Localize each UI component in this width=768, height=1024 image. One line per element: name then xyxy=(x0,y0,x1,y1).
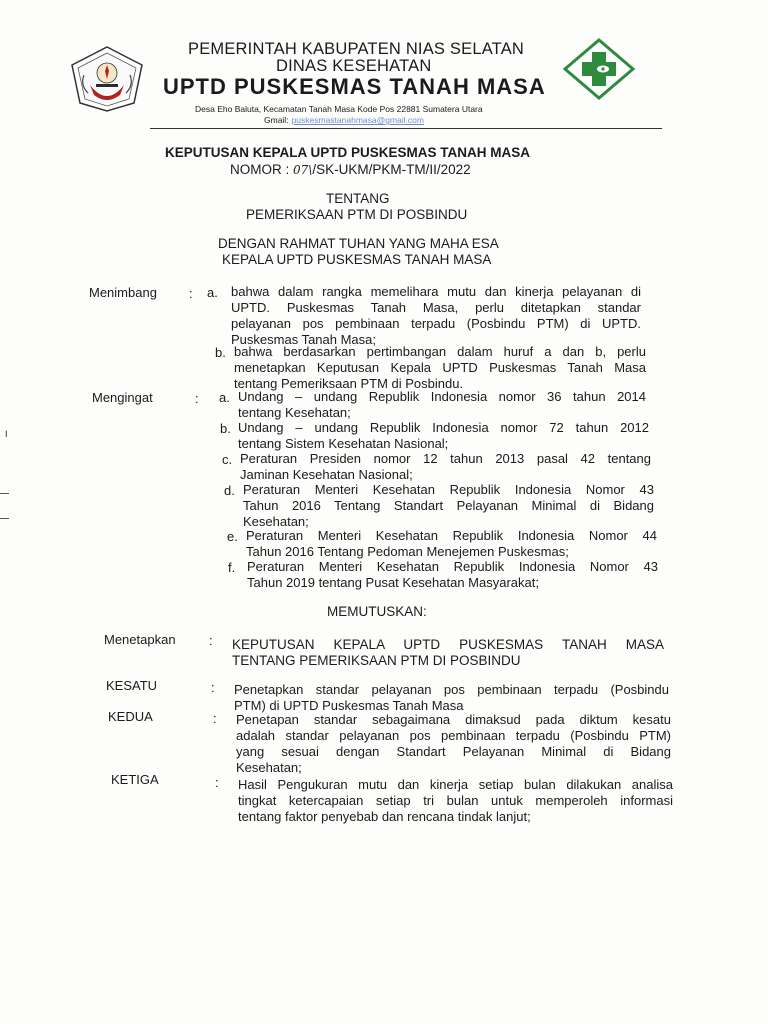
diktum-kesatu-label: KESATU xyxy=(106,678,158,693)
menimbang-label: Menimbang xyxy=(89,285,157,300)
diktum-kedua-line: yang sesuai dengan Standart Pelayanan Minimal di Bidang xyxy=(236,744,671,759)
decree-number-suffix: /SK-UKM/PKM-TM/II/2022 xyxy=(312,162,471,177)
mengingat-b-line: tentang Sistem Kesehatan Nasional; xyxy=(238,436,449,451)
diktum-ketiga-line: tingkat ketercapaian setiap tri bulan untuk memperoleh informasi xyxy=(238,793,673,808)
menetapkan-line: KEPUTUSAN KEPALA UPTD PUSKESMAS TANAH MASA xyxy=(232,637,664,652)
diktum-kedua-label: KEDUA xyxy=(108,709,153,724)
menetapkan-label: Menetapkan xyxy=(104,632,176,647)
decree-subject: PEMERIKSAAN PTM DI POSBINDU xyxy=(246,207,468,222)
email-label: Gmail: xyxy=(264,115,289,125)
mengingat-c-marker: c. xyxy=(222,452,233,467)
menimbang-a-line: UPTD. Puskesmas Tanah Masa, perlu ditetapkan standar xyxy=(231,300,641,315)
mengingat-d-marker: d. xyxy=(224,483,235,498)
scan-edge-mark xyxy=(0,518,9,519)
menimbang-a-line: pelayanan pos pembinaan terpadu (Posbindu PTM) di UPTD. xyxy=(231,316,641,331)
diktum-kesatu-line: Penetapkan standar pelayanan pos pembinaan terpadu (Posbindu xyxy=(234,682,669,697)
diktum-ketiga-colon: : xyxy=(215,775,219,790)
nias-selatan-regency-emblem-icon xyxy=(70,45,144,113)
mengingat-f-marker: f. xyxy=(228,560,236,575)
mengingat-a-marker: a. xyxy=(219,390,230,405)
diktum-kedua-line: Kesehatan; xyxy=(236,760,302,775)
margin-mark: I xyxy=(5,429,8,439)
institution-title: UPTD PUSKESMAS TANAH MASA xyxy=(163,74,546,99)
government-line: PEMERINTAH KABUPATEN NIAS SELATAN xyxy=(188,40,525,58)
mengingat-colon: : xyxy=(195,391,199,406)
menimbang-colon: : xyxy=(189,286,193,301)
menimbang-b-marker: b. xyxy=(215,345,226,360)
diktum-kedua-line: adalah standar pelayanan pos pembinaan terpadu (Posbindu PTM) xyxy=(236,728,671,743)
mengingat-e-marker: e. xyxy=(227,529,238,544)
authority-line: KEPALA UPTD PUSKESMAS TANAH MASA xyxy=(222,252,492,267)
puskesmas-green-cross-icon xyxy=(563,38,635,100)
menimbang-a-line: bahwa dalam rangka memelihara mutu dan kinerja pelayanan di xyxy=(231,284,641,299)
diktum-ketiga-line: Hasil Pengukuran mutu dan kinerja setiap bulan dilakukan analisa xyxy=(238,777,673,792)
mengingat-b-line: Undang – undang Republik Indonesia nomor 72 tahun 2012 xyxy=(238,420,649,435)
handwritten-number: 07\ xyxy=(293,163,313,177)
institution-email-line xyxy=(264,115,424,125)
menetapkan-line: TENTANG PEMERIKSAAN PTM DI POSBINDU xyxy=(232,653,521,668)
about-heading: TENTANG xyxy=(326,191,390,206)
menimbang-a-marker: a. xyxy=(207,285,218,300)
mengingat-f-line: Peraturan Menteri Kesehatan Republik Indonesia Nomor 43 xyxy=(247,559,658,574)
scan-edge-mark xyxy=(0,493,9,494)
menetapkan-colon: : xyxy=(209,633,213,648)
mengingat-d-line: Kesehatan; xyxy=(243,514,309,529)
mengingat-f-line: Tahun 2019 tentang Pusat Kesehatan Masyarakat; xyxy=(247,575,539,590)
memutuskan-heading: MEMUTUSKAN: xyxy=(327,604,427,619)
diktum-kedua-colon: : xyxy=(213,711,217,726)
menimbang-a-line: Puskesmas Tanah Masa; xyxy=(231,332,376,347)
letterhead-divider xyxy=(150,128,662,129)
mengingat-c-line: Jaminan Kesehatan Nasional; xyxy=(240,467,413,482)
decree-number xyxy=(230,162,471,177)
mengingat-b-marker: b. xyxy=(220,421,231,436)
diktum-ketiga-line: tentang faktor penyebab dan rencana tindak lanjut; xyxy=(238,809,531,824)
institution-address: Desa Eho Baluta, Kecamatan Tanah Masa Kode Pos 22881 Sumatera Utara xyxy=(195,104,483,114)
blessing-line: DENGAN RAHMAT TUHAN YANG MAHA ESA xyxy=(218,236,499,251)
mengingat-a-line: tentang Kesehatan; xyxy=(238,405,351,420)
diktum-ketiga-label: KETIGA xyxy=(111,772,159,787)
mengingat-a-line: Undang – undang Republik Indonesia nomor 36 tahun 2014 xyxy=(238,389,646,404)
diktum-kesatu-line: PTM) di UPTD Puskesmas Tanah Masa xyxy=(234,698,464,713)
menimbang-b-line: bahwa berdasarkan pertimbangan dalam huruf a dan b, perlu xyxy=(234,344,646,359)
menimbang-b-line: menetapkan Keputusan Kepala UPTD Puskesmas Tanah Masa xyxy=(234,360,646,375)
decree-number-prefix: NOMOR : xyxy=(230,162,290,177)
diktum-kesatu-colon: : xyxy=(211,680,215,695)
department-line: DINAS KESEHATAN xyxy=(276,57,432,75)
mengingat-d-line: Tahun 2016 Tentang Standart Pelayanan Minimal di Bidang xyxy=(243,498,654,513)
mengingat-e-line: Tahun 2016 Tentang Pedoman Menejemen Puskesmas; xyxy=(246,544,569,559)
mengingat-e-line: Peraturan Menteri Kesehatan Republik Indonesia Nomor 44 xyxy=(246,528,657,543)
decree-title: KEPUTUSAN KEPALA UPTD PUSKESMAS TANAH MASA xyxy=(165,145,531,160)
mengingat-label: Mengingat xyxy=(92,390,153,405)
mengingat-c-line: Peraturan Presiden nomor 12 tahun 2013 pasal 42 tentang xyxy=(240,451,651,466)
email-link[interactable]: puskesmastanahmasa@gmail.com xyxy=(291,115,424,125)
menimbang-b-line: tentang Pemeriksaan PTM di Posbindu. xyxy=(234,376,464,391)
mengingat-d-line: Peraturan Menteri Kesehatan Republik Indonesia Nomor 43 xyxy=(243,482,654,497)
diktum-kedua-line: Penetapan standar sebagaimana dimaksud pada diktum kesatu xyxy=(236,712,671,727)
